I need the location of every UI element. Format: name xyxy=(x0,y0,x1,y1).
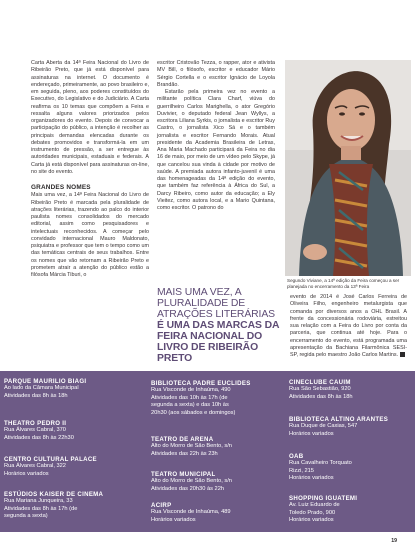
pull-quote-light: MAIS UMA VEZ, A PLURALIDADE DE ATRAÇÕES LITERÁRIAS xyxy=(157,287,276,320)
venue-detail: Horários variados xyxy=(4,470,49,477)
article-paragraph: escritor Cristovão Tezza, o rapper, ator e ativista MV Bill, o filósofo, escritor e educador Mário Sérgio Cortella e o escritor Ignácio de Loyola Brandão. xyxy=(157,60,275,88)
portrait-photo xyxy=(285,60,411,276)
venue-detail: Alto do Morro de São Bento, s/n xyxy=(151,443,232,450)
photo-caption: Segundo Viviane, a 14ª edição da Feira começou a ser planejada no encerramento da 13ª Feira xyxy=(287,278,400,289)
venue-detail: Ao lado da Câmara Municipal xyxy=(4,385,79,392)
section-title: GRANDES NOMES xyxy=(31,184,91,191)
article-paragraph: Estarão pela primeira vez no evento a militante política Clara Charf, viúva do guerrilheiro Carlos Marighella, o ator Gregório Duvivier, o deputado federal Jean Wyllys, a escritora Liliana Syrkis, o jornalista e escritor Ruy Castro, o jornalista Xico Sá e o também jornalista e escritor Fernando Morais. Atual presidente da Academia Brasileira de Letras, Ana Maria Machado participará da Feira no dia 16 de maio, por meio de um vídeo pelo Skype, já que cancelou sua vinda à cidade por motivo de saúde. A premiada autora infanto-juvenil é uma das homenageadas da 14ª edição do evento, que também faz referência à África do Sul, a Darcy Ribeiro, como autor da educação; a Ely Vieitez, como autora local, e a Mario Quintana, como escritor. O patrono do xyxy=(157,89,275,211)
venue-detail: segunda a sexta) xyxy=(4,513,48,520)
article-paragraph: Mais uma vez, a 14ª Feira Nacional do Livro de Ribeirão Preto é marcada pela pluralidade de atrações literárias, trazendo ao palco do interior paulista nomes consolidados do mercado editorial, assim como pesquisadores e intelectuais reconhecidos. A começar pelo convidado internacional Mauro Maldonato, psiquiatra e professor que tem o tempo como um das temáticas centrais de seus trabalhos. Entre os nomes que vão retornam a Ribeirão Preto e prometem atrair a atenção do público estão a filósofa Márcia Tiburi, o xyxy=(31,192,149,278)
venue-item xyxy=(289,416,411,438)
venue-name: ACIRP xyxy=(151,502,172,509)
venue-detail: 20h30 (aos sábados e domingos) xyxy=(151,409,236,416)
venue-detail: Atividades das 8h às 17h (de xyxy=(4,505,78,512)
venue-listing-panel xyxy=(0,371,415,532)
venue-item xyxy=(4,420,139,442)
article-paragraph: Carta Aberta da 14ª Feira Nacional do Livro de Ribeirão Preto, que já está disponível para assinaturas na internet. O documento é endereçado, primeiramente, ao povo brasileiro e, em seguida, pleno, aos poderes constituídos do Executivo, do Legislativo e do Judiciário. A Carta reafirma os 10 temas que compõem a Feira e ressalta alguns valores priorizados pelos organizadores do evento. Depois de convocar a participação do público, a intenção é recolher as principais demandas elencadas durante os debates promovidos e transformá-la em um instrumento de pressão, a ser entregue às autoridades municipais, estaduais e federais. A Carta já está disponível para assinaturas on-line, no site do evento. xyxy=(31,60,149,175)
pull-quote-bold: É UMA DAS MARCAS DA FEIRA NACIONAL DO LIVRO DE RIBEIRÃO PRETO xyxy=(157,320,280,364)
venue-detail: Alto do Morro de São Bento, s/n xyxy=(151,478,232,485)
venue-detail: Rua Álvares Cabral, 370 xyxy=(4,427,66,434)
venue-detail: Atividades das 8h às 22h30 xyxy=(4,434,74,441)
venue-detail: Toledo Prado, 900 xyxy=(289,509,336,516)
venue-detail: Horários variados xyxy=(289,475,334,482)
venue-detail: Rua Visconde de Inhaúma, 489 xyxy=(151,509,231,516)
venue-detail: segunda a sexta) e das 10h às xyxy=(151,402,229,409)
venue-item xyxy=(151,436,279,458)
venue-item xyxy=(4,491,139,521)
venue-name: OAB xyxy=(289,453,304,460)
venue-name: THEATRO PEDRO II xyxy=(4,420,67,427)
article-paragraph xyxy=(290,294,407,359)
venue-item xyxy=(289,379,411,401)
venue-detail: Atividades das 10h às 17h (de xyxy=(151,394,228,401)
venue-detail: Rua São Sebastião, 920 xyxy=(289,386,351,393)
venue-detail: Horários variados xyxy=(151,516,196,523)
venue-detail: Atividades das 22h às 23h xyxy=(151,450,218,457)
venue-name: CENTRO CULTURAL PALACE xyxy=(4,456,97,463)
venue-name: SHOPPING IGUATEMI xyxy=(289,495,358,502)
article-column-2 xyxy=(157,60,275,212)
venue-name: CINECLUBE CAUIM xyxy=(289,379,351,386)
venue-detail: Rua Visconde de Inhaúma, 490 xyxy=(151,387,231,394)
venue-detail: Atividades das 8h às 18h xyxy=(289,393,353,400)
venue-name: PARQUE MAURILIO BIAGI xyxy=(4,378,87,385)
venue-detail: Rizzi, 215 xyxy=(289,467,314,474)
venue-detail: Rua Mariana Junqueira, 33 xyxy=(4,498,73,505)
venue-item xyxy=(151,502,279,524)
venue-item xyxy=(289,495,411,525)
pull-quote xyxy=(157,287,281,364)
venue-detail: Rua Duque de Caxias, 547 xyxy=(289,423,358,430)
venue-item xyxy=(151,471,279,493)
venue-detail: Rua Álvares Cabral, 322 xyxy=(4,463,66,470)
venue-detail: Av. Luiz Eduardo de xyxy=(289,502,340,509)
venue-name: BIBLIOTECA ALTINO ARANTES xyxy=(289,416,389,423)
article-column-3 xyxy=(290,294,407,359)
venue-detail: Atividades das 20h30 às 22h xyxy=(151,485,225,492)
venue-item xyxy=(151,380,279,417)
venue-name: BIBLIOTECA PADRE EUCLIDES xyxy=(151,380,251,387)
article-column-1 xyxy=(31,60,149,279)
venue-name: TEATRO DE ARENA xyxy=(151,436,214,443)
venue-name: ESTÚDIOS KAISER DE CINEMA xyxy=(4,491,104,498)
venue-detail: Atividades das 8h às 18h xyxy=(4,392,68,399)
venue-item xyxy=(289,453,411,483)
venue-name: TEATRO MUNICIPAL xyxy=(151,471,216,478)
venue-detail: Horários variados xyxy=(289,430,334,437)
venue-detail: Rua Cavalheiro Torquato xyxy=(289,460,352,467)
venue-item xyxy=(4,378,139,400)
article-paragraph-text: evento de 2014 é José Carlos Ferreira de Oliveira Filho, engenheiro metalurgista que comanda por diversos anos a OHL Brasil. A frente da concessionária rodoviária, estreitou sua relação com a Feira do Livro por conta da parceria, que continua até hoje. Para o encerramento do evento, está programada uma apresentação da Bachiana Filarmônica SESI-SP, regida pelo maestro João Carlos Martins. xyxy=(290,294,407,358)
end-of-article-mark-icon xyxy=(400,352,405,357)
venue-detail: Horários variados xyxy=(289,517,334,524)
venue-item xyxy=(4,456,139,478)
page-number: 19 xyxy=(391,538,397,544)
portrait-illustration xyxy=(285,60,411,276)
